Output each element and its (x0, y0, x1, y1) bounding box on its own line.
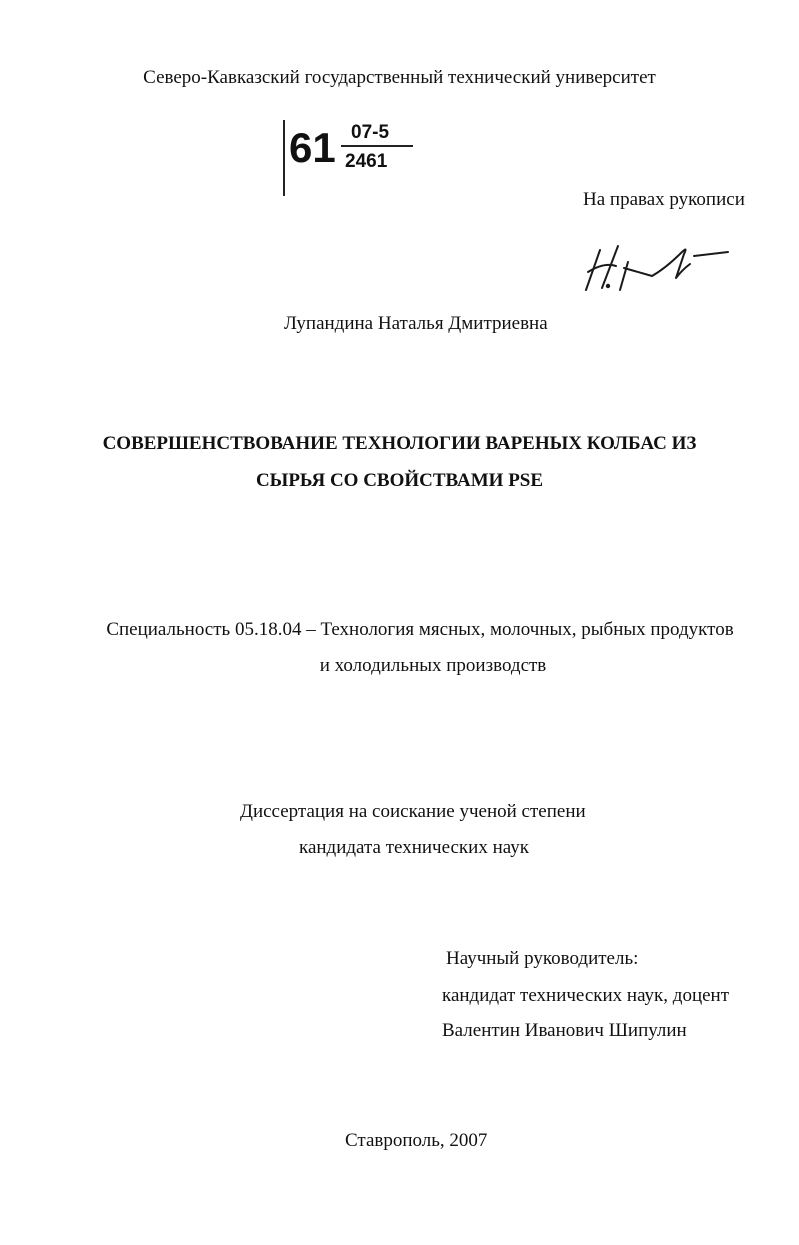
city-year: Ставрополь, 2007 (345, 1130, 488, 1151)
university-name: Северо-Кавказский государственный технический университет (143, 67, 656, 88)
thesis-title-line-1: СОВЕРШЕНСТВОВАНИЕ ТЕХНОЛОГИИ ВАРЕНЫХ КОЛБАС ИЗ (102, 433, 697, 454)
thesis-title-line-2: СЫРЬЯ СО СВОЙСТВАМИ PSE (255, 470, 544, 491)
specialty-line-2: и холодильных производств (319, 655, 547, 676)
dissertation-line-1: Диссертация на соискание ученой степени (240, 801, 586, 822)
supervisor-degree: кандидат технических наук, доцент (442, 985, 730, 1006)
dissertation-line-2: кандидата технических наук (299, 837, 529, 858)
supervisor-label: Научный руководитель: (446, 948, 639, 969)
stamp-fraction-top: 07-5 (351, 122, 390, 143)
stamp-main-number: 61 (289, 124, 336, 171)
handwritten-signature (578, 232, 738, 296)
specialty-line-1: Специальность 05.18.04 – Технология мясных, молочных, рыбных продуктов (106, 619, 734, 640)
supervisor-name: Валентин Иванович Шипулин (442, 1020, 687, 1041)
author-name: Лупандина Наталья Дмитриевна (284, 313, 548, 334)
stamp-bar (283, 120, 285, 196)
manuscript-rights-note: На правах рукописи (583, 189, 745, 210)
stamp-fraction-bottom: 2461 (345, 151, 388, 172)
library-stamp (281, 118, 421, 198)
stamp-fraction-line (341, 145, 413, 147)
